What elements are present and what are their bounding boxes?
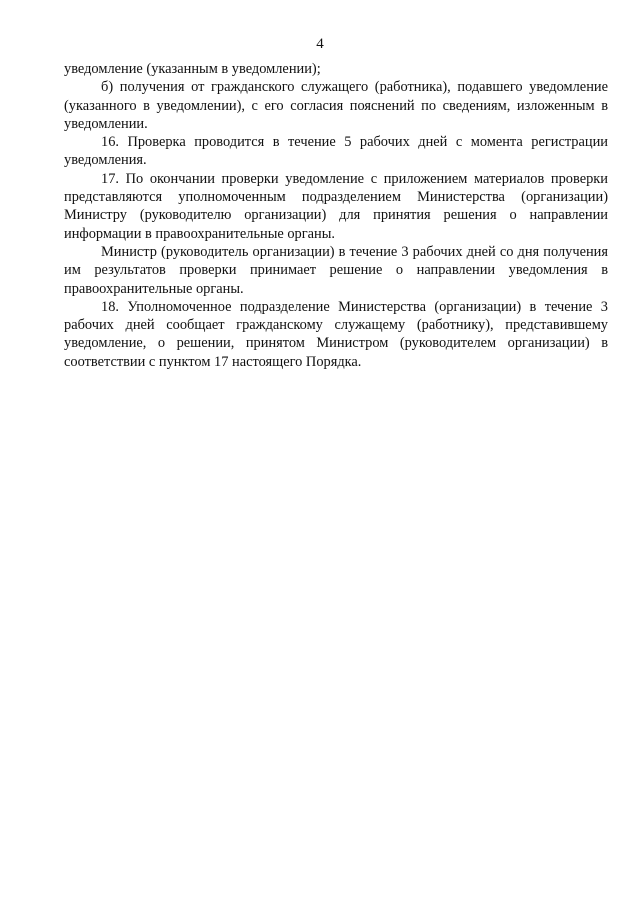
document-body <box>64 60 608 371</box>
paragraph-item-b: б) получения от гражданского служащего (работника), подавшего уведомление (указанного в уведомлении), с его согласия пояснений по сведениям, изложенным в уведомлении. <box>64 79 608 132</box>
paragraph-continuation: уведомление (указанным в уведомлении); <box>64 61 321 77</box>
paragraph-17-continued: Министр (руководитель организации) в течение 3 рабочих дней со дня получения им результатов проверки принимает решение о направлении уведомления в правоохранительные органы. <box>64 243 608 297</box>
paragraph-18: 18. Уполномоченное подразделение Министерства (организации) в течение 3 рабочих дней сообщает гражданскому служащему (работнику), представившему уведомление, о решении, принятом Министром (руководителем организации) в соответствии с пунктом 17 настоящего Порядка. <box>64 298 608 370</box>
page-number: 4 <box>316 36 324 52</box>
paragraph-17: 17. По окончании проверки уведомление с приложением материалов проверки представляются уполномоченным подразделением Министерства (организации) Министру (руководителю организации) для принятия решения о направлении информации в правоохранительные органы. <box>64 170 608 242</box>
paragraph-16: 16. Проверка проводится в течение 5 рабочих дней с момента регистрации уведомления. <box>64 134 608 169</box>
